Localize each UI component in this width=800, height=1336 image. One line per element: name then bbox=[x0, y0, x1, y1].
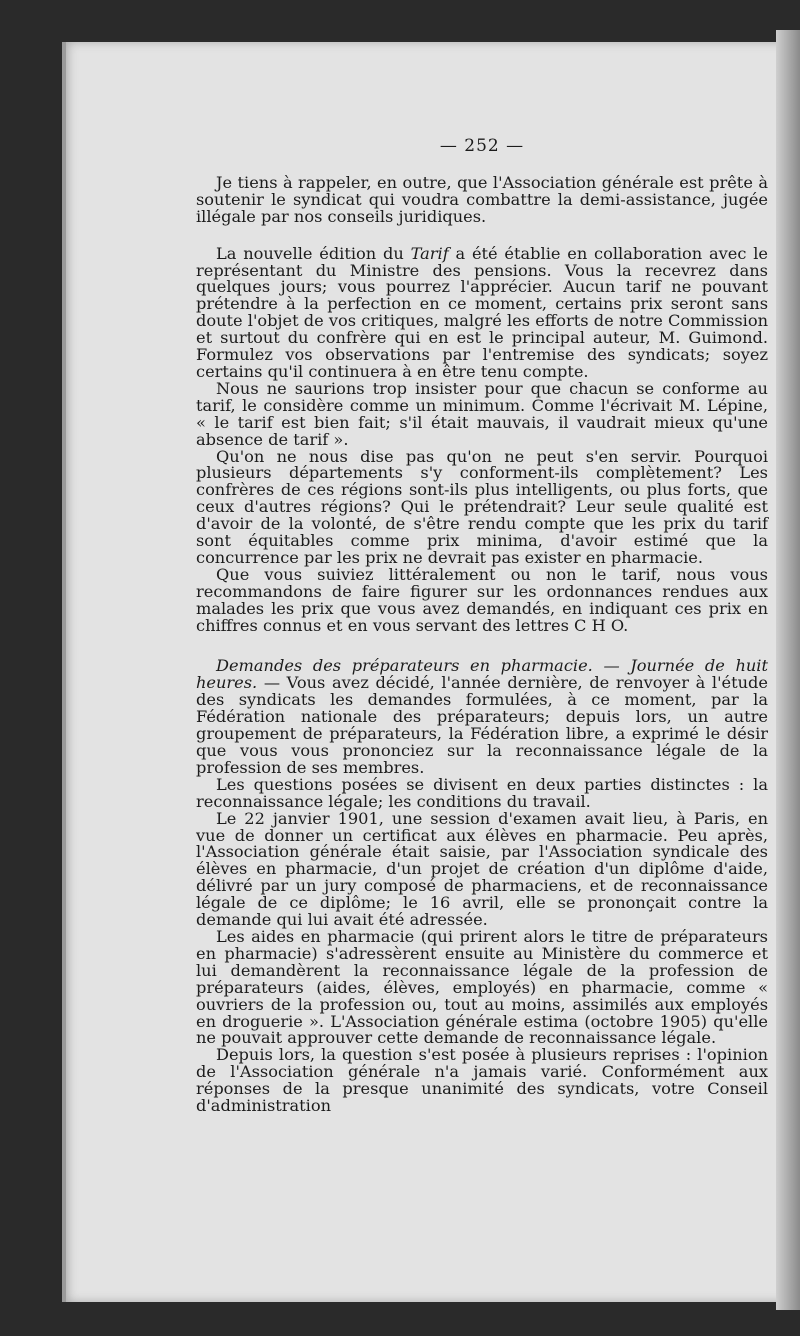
paragraph: Le 22 janvier 1901, une session d'examen avait lieu, à Paris, en vue de donner un certificat aux élèves en pharmacie. Peu après, l'Association générale était saisie, par l'Association syndicale des élèves en pharmacie, d'un projet de création d'un diplôme d'aide, délivré par un jury composé de pharmaciens, et de reconnaissance légale de ce diplôme; le 16 avril, elle se prononçait contre la demande qui lui avait été adressée. bbox=[196, 808, 768, 930]
paragraph: Nous ne saurions trop insister pour que chacun se conforme au tarif, le considère comme un minimum. Comme l'écrivait M. Lépine, « le tarif est bien fait; s'il était mauvais, il vaudrait mieux qu'une absence de tarif ». bbox=[196, 378, 768, 449]
page-stack-edge bbox=[776, 30, 800, 1310]
page-text bbox=[196, 138, 768, 1115]
paragraph-text: — Vous avez décidé, l'année dernière, de renvoyer à l'étude des syndicats les demandes formulées, à ce moment, par la Fédération nationale des préparateurs; depuis lors, un autre groupement de préparateurs, la Fédération libre, a exprimé le désir que vous vous prononciez sur la reconnaissance légale de la profession de ses membres. bbox=[196, 673, 768, 777]
paragraph-text: La nouvelle édition du bbox=[216, 243, 411, 263]
paragraph: Que vous suiviez littéralement ou non le tarif, nous vous recommandons de faire figurer sur les ordonnances rendues aux malades les prix que vous avez demandés, en indiquant ces prix en chiffres connus et en vous servant des lettres C H O. bbox=[196, 564, 768, 635]
paragraph: Depuis lors, la question s'est posée à plusieurs reprises : l'opinion de l'Association générale n'a jamais varié. Conformément aux réponses de la presque unanimité des syndicats, votre Conseil d'administration bbox=[196, 1045, 768, 1116]
paragraph: Je tiens à rappeler, en outre, que l'Association générale est prête à soutenir le syndicat qui voudra combattre la demi-assistance, jugée illégale par nos conseils juridiques. bbox=[196, 172, 768, 226]
section-paragraph bbox=[196, 658, 768, 776]
paragraph-text: a été établie en collaboration avec le représentant du Ministre des pensions. Vous la recevrez dans quelques jours; vous pourrez l'apprécier. Aucun tarif ne pouvant prétendre à la perfection en ce moment, certains prix seront sans doute l'objet de vos critiques, malgré les efforts de notre Commission et surtout du confrère qui en est le principal auteur, M. Guimond. Formulez vos observations par l'entremise des syndicats; soyez certains qu'il continuera à en être tenu compte. bbox=[196, 243, 768, 381]
paragraph bbox=[196, 243, 768, 381]
section-heading: Demandes des préparateurs en pharmacie. — Journée de huit heures. bbox=[196, 656, 768, 693]
page-binding-edge bbox=[62, 42, 66, 1302]
paragraph: Les questions posées se divisent en deux parties distinctes : la reconnaissance légale; les conditions du travail. bbox=[196, 774, 768, 811]
paragraph: Les aides en pharmacie (qui prirent alors le titre de préparateurs en pharmacie) s'adressèrent ensuite au Ministère du commerce et lui demandèrent la reconnaissance légale de la profession de préparateurs (aides, élèves, employés) en pharmacie, comme « ouvriers de la profession ou, tout au moins, assimilés aux employés en droguerie ». L'Association générale estima (octobre 1905) qu'elle ne pouvait approuver cette demande de reconnaissance légale. bbox=[196, 926, 768, 1048]
paragraph-emphasis: Tarif bbox=[410, 243, 449, 263]
page-number: — 252 — bbox=[439, 136, 525, 156]
paragraph: Qu'on ne nous dise pas qu'on ne peut s'en servir. Pourquoi plusieurs départements s'y conforment-ils complètement? Les confrères de ces régions sont-ils plus intelligents, ou plus forts, que ceux d'autres régions? Qui le prétendrait? Leur seule qualité est d'avoir de la volonté, de s'être rendu compte que les prix du tarif sont équitables comme prix minima, d'avoir estimé que la concurrence par les prix ne devrait pas exister en pharmacie. bbox=[196, 446, 768, 567]
